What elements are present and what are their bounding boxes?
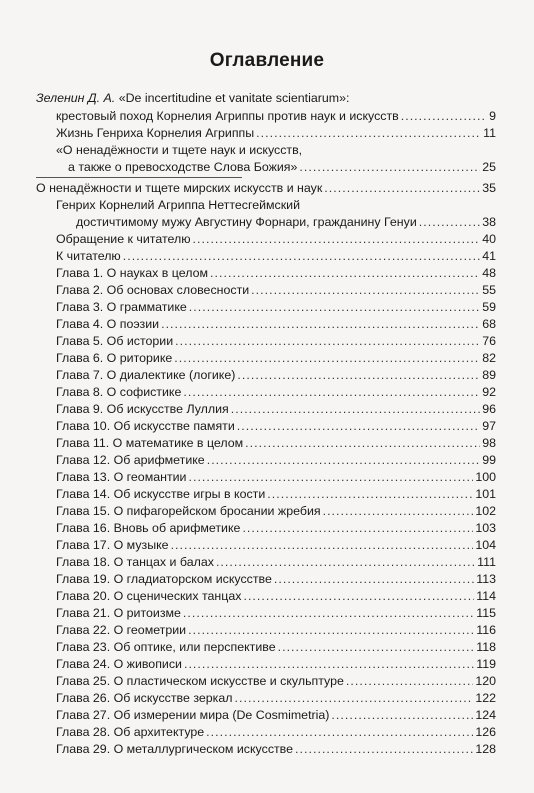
toc-entry xyxy=(68,160,496,175)
toc-entry xyxy=(56,708,496,723)
toc-entry-text: Глава 5. Об истории xyxy=(56,334,174,348)
toc-entry xyxy=(56,623,496,638)
toc-entry xyxy=(56,368,496,383)
leader-dots xyxy=(206,725,473,740)
toc-entry-page: 25 xyxy=(482,160,496,174)
toc-entry xyxy=(56,249,496,264)
toc-entry xyxy=(56,283,496,298)
dedication-line1: Генрих Корнелий Агриппа Неттесгеймский xyxy=(56,198,301,212)
leader-dots xyxy=(183,385,480,400)
leader-dots xyxy=(267,487,473,502)
toc-entry-text: Глава 2. Об основах словесности xyxy=(56,283,250,297)
toc-entry-page: 124 xyxy=(475,708,496,722)
toc-entry xyxy=(56,640,496,655)
toc-entry-text: Глава 25. О пластическом искусстве и скульптуре xyxy=(56,674,344,688)
toc-entry xyxy=(56,538,496,553)
toc-entry xyxy=(56,606,496,621)
toc-entry-text: О ненадёжности и тщете мирских искусств и наук xyxy=(36,181,323,195)
leader-dots xyxy=(242,521,473,536)
toc-entry-page: 59 xyxy=(482,300,496,314)
toc-entry-page: 48 xyxy=(482,266,496,280)
toc-entry-text: Глава 9. Об искусстве Луллия xyxy=(56,402,229,416)
leader-dots xyxy=(161,317,480,332)
toc-entry xyxy=(56,742,496,757)
toc-entry-page: 40 xyxy=(482,232,496,246)
toc-entry-text: Глава 20. О сценических танцах xyxy=(56,589,242,603)
toc-entry-page: 35 xyxy=(482,181,496,195)
leader-dots xyxy=(331,708,473,723)
toc-entry-page: 41 xyxy=(482,249,496,263)
toc-entry-page: 115 xyxy=(476,606,496,620)
toc-entry-page: 128 xyxy=(475,742,496,756)
toc-entry-page: 96 xyxy=(482,402,496,416)
toc-entry xyxy=(56,385,496,400)
leader-dots xyxy=(243,589,474,604)
toc-entry xyxy=(56,470,496,485)
leader-dots xyxy=(245,436,480,451)
toc-entry-page: 9 xyxy=(489,109,496,123)
toc-entry-page: 92 xyxy=(482,385,496,399)
toc-entry-page: 55 xyxy=(482,283,496,297)
toc-entry xyxy=(56,453,496,468)
toc-entry-page: 122 xyxy=(475,691,496,705)
toc-entry xyxy=(56,555,496,570)
leader-dots xyxy=(234,691,473,706)
toc-entry xyxy=(56,351,496,366)
intro-work-title: «De incertitudine et vanitate scientiarum»: xyxy=(118,91,350,105)
toc-entry-text: Глава 7. О диалектике (логике) xyxy=(56,368,236,382)
toc-entry xyxy=(56,589,496,604)
toc-entry-text: К читателю xyxy=(56,249,121,263)
toc-entry-text: Глава 19. О гладиаторском искусстве xyxy=(56,572,272,586)
toc-entry-page: 82 xyxy=(482,351,496,365)
intro-author: Зеленин Д. А. xyxy=(36,91,116,105)
leader-dots xyxy=(324,181,480,196)
leader-dots xyxy=(175,334,480,349)
toc-entry-text: Глава 3. О грамматике xyxy=(56,300,187,314)
toc-entry-text: достичтимому мужу Августину Форнари, гражданину Генуи xyxy=(76,215,417,229)
leader-dots xyxy=(295,742,473,757)
toc-entry xyxy=(56,300,496,315)
toc-entry-text: Глава 28. Об архитектуре xyxy=(56,725,205,739)
toc-entry-text: Глава 14. Об искусстве игры в кости xyxy=(56,487,266,501)
toc-entry xyxy=(56,657,496,672)
toc-entry-page: 89 xyxy=(482,368,496,382)
toc-entry-text: Глава 11. О математике в целом xyxy=(56,436,244,450)
toc-entry-text: Глава 17. О музыке xyxy=(56,538,169,552)
leader-dots xyxy=(237,368,480,383)
leader-dots xyxy=(193,232,481,247)
leader-dots xyxy=(299,160,480,175)
toc-entry-page: 111 xyxy=(477,555,496,569)
toc-entry xyxy=(56,572,496,587)
toc-entry-text: Обращение к читателю xyxy=(56,232,191,246)
toc-entry xyxy=(76,215,496,230)
toc-entry-page: 102 xyxy=(475,504,496,518)
leader-dots xyxy=(188,470,473,485)
leader-dots xyxy=(419,215,480,230)
leader-dots xyxy=(274,572,474,587)
leader-dots xyxy=(183,606,474,621)
toc-entry-text: Глава 15. О пифагорейском бросании жребия xyxy=(56,504,321,518)
toc-entry-page: 99 xyxy=(482,453,496,467)
leader-dots xyxy=(174,351,480,366)
toc-entry-page: 116 xyxy=(476,623,496,637)
toc-entry xyxy=(56,691,496,706)
toc-entry-text: Глава 21. О ритоизме xyxy=(56,606,181,620)
leader-dots xyxy=(401,109,487,124)
toc-entry-text: Глава 27. Об измерении мира (De Cosmimetria) xyxy=(56,708,330,722)
leader-dots xyxy=(278,640,475,655)
toc-entry-text: крестовый поход Корнелия Агриппы против наук и искусств xyxy=(56,109,399,123)
toc-entry-page: 119 xyxy=(476,657,496,671)
leader-dots xyxy=(256,126,481,141)
toc-entry-page: 68 xyxy=(482,317,496,331)
toc-entry-page: 101 xyxy=(475,487,496,501)
toc-entry xyxy=(56,436,496,451)
toc-entry-page: 100 xyxy=(475,470,496,484)
toc-entry xyxy=(56,109,496,124)
toc-entry-page: 76 xyxy=(482,334,496,348)
toc-entry-text: Глава 1. О науках в целом xyxy=(56,266,209,280)
toc-entry xyxy=(56,232,496,247)
toc-entry-text: Глава 6. О риторике xyxy=(56,351,173,365)
leader-dots xyxy=(210,266,480,281)
toc-entry-page: 38 xyxy=(482,215,496,229)
leader-dots xyxy=(237,419,480,434)
toc-entry xyxy=(56,725,496,740)
toc-entry xyxy=(56,674,496,689)
toc-entry-text: Глава 16. Вновь об арифметике xyxy=(56,521,241,535)
leader-dots xyxy=(251,283,480,298)
leader-dots xyxy=(207,453,481,468)
toc-entry xyxy=(56,317,496,332)
page-title: Оглавление xyxy=(209,50,325,71)
toc-entry xyxy=(56,419,496,434)
toc-entry-text: Жизнь Генриха Корнелия Агриппы xyxy=(56,126,255,140)
toc-entry-text: Глава 26. Об искусстве зеркал xyxy=(56,691,233,705)
intro-essay-line1: «О ненадёжности и тщете наук и искусств, xyxy=(56,143,303,157)
toc-entry-page: 126 xyxy=(475,725,496,739)
toc-entry-text: Глава 10. Об искусстве памяти xyxy=(56,419,235,433)
toc-entry-text: Глава 18. О танцах и балах xyxy=(56,555,214,569)
toc-entry xyxy=(56,266,496,281)
toc-entry-text: Глава 22. О геометрии xyxy=(56,623,187,637)
toc-entry-page: 120 xyxy=(475,674,496,688)
section-divider xyxy=(36,177,242,178)
toc-entry xyxy=(56,334,496,349)
leader-dots xyxy=(123,249,480,264)
toc-entry-page: 98 xyxy=(482,436,496,450)
leader-dots xyxy=(231,402,480,417)
toc-entry-main xyxy=(36,181,496,196)
intro-heading xyxy=(36,91,349,106)
toc-entry-text: Глава 23. Об оптике, или перспективе xyxy=(56,640,276,654)
leader-dots xyxy=(346,674,473,689)
toc-entry-page: 11 xyxy=(483,126,496,140)
leader-dots xyxy=(323,504,474,519)
toc-entry-text: Глава 12. Об арифметике xyxy=(56,453,205,467)
toc-entry-text: а также о превосходстве Слова Божия» xyxy=(68,160,298,174)
leader-dots xyxy=(184,657,474,672)
toc-entry-text: Глава 8. О софистике xyxy=(56,385,182,399)
toc-entry xyxy=(56,521,496,536)
toc-entry xyxy=(56,487,496,502)
leader-dots xyxy=(188,623,474,638)
toc-entry xyxy=(56,504,496,519)
toc-entry-page: 104 xyxy=(475,538,496,552)
leader-dots xyxy=(189,300,480,315)
toc-entry-text: Глава 29. О металлургическом искусстве xyxy=(56,742,294,756)
leader-dots xyxy=(216,555,475,570)
toc-entry xyxy=(56,402,496,417)
toc-entry-page: 114 xyxy=(476,589,496,603)
toc-entry-page: 103 xyxy=(475,521,496,535)
toc-entry-page: 113 xyxy=(476,572,496,586)
toc-entry-page: 97 xyxy=(482,419,496,433)
toc-entry-page: 118 xyxy=(476,640,496,654)
toc-entry-text: Глава 13. О геомантии xyxy=(56,470,187,484)
leader-dots xyxy=(171,538,474,553)
toc-entry xyxy=(56,126,496,141)
toc-entry-text: Глава 24. О живописи xyxy=(56,657,182,671)
toc-entry-text: Глава 4. О поэзии xyxy=(56,317,160,331)
